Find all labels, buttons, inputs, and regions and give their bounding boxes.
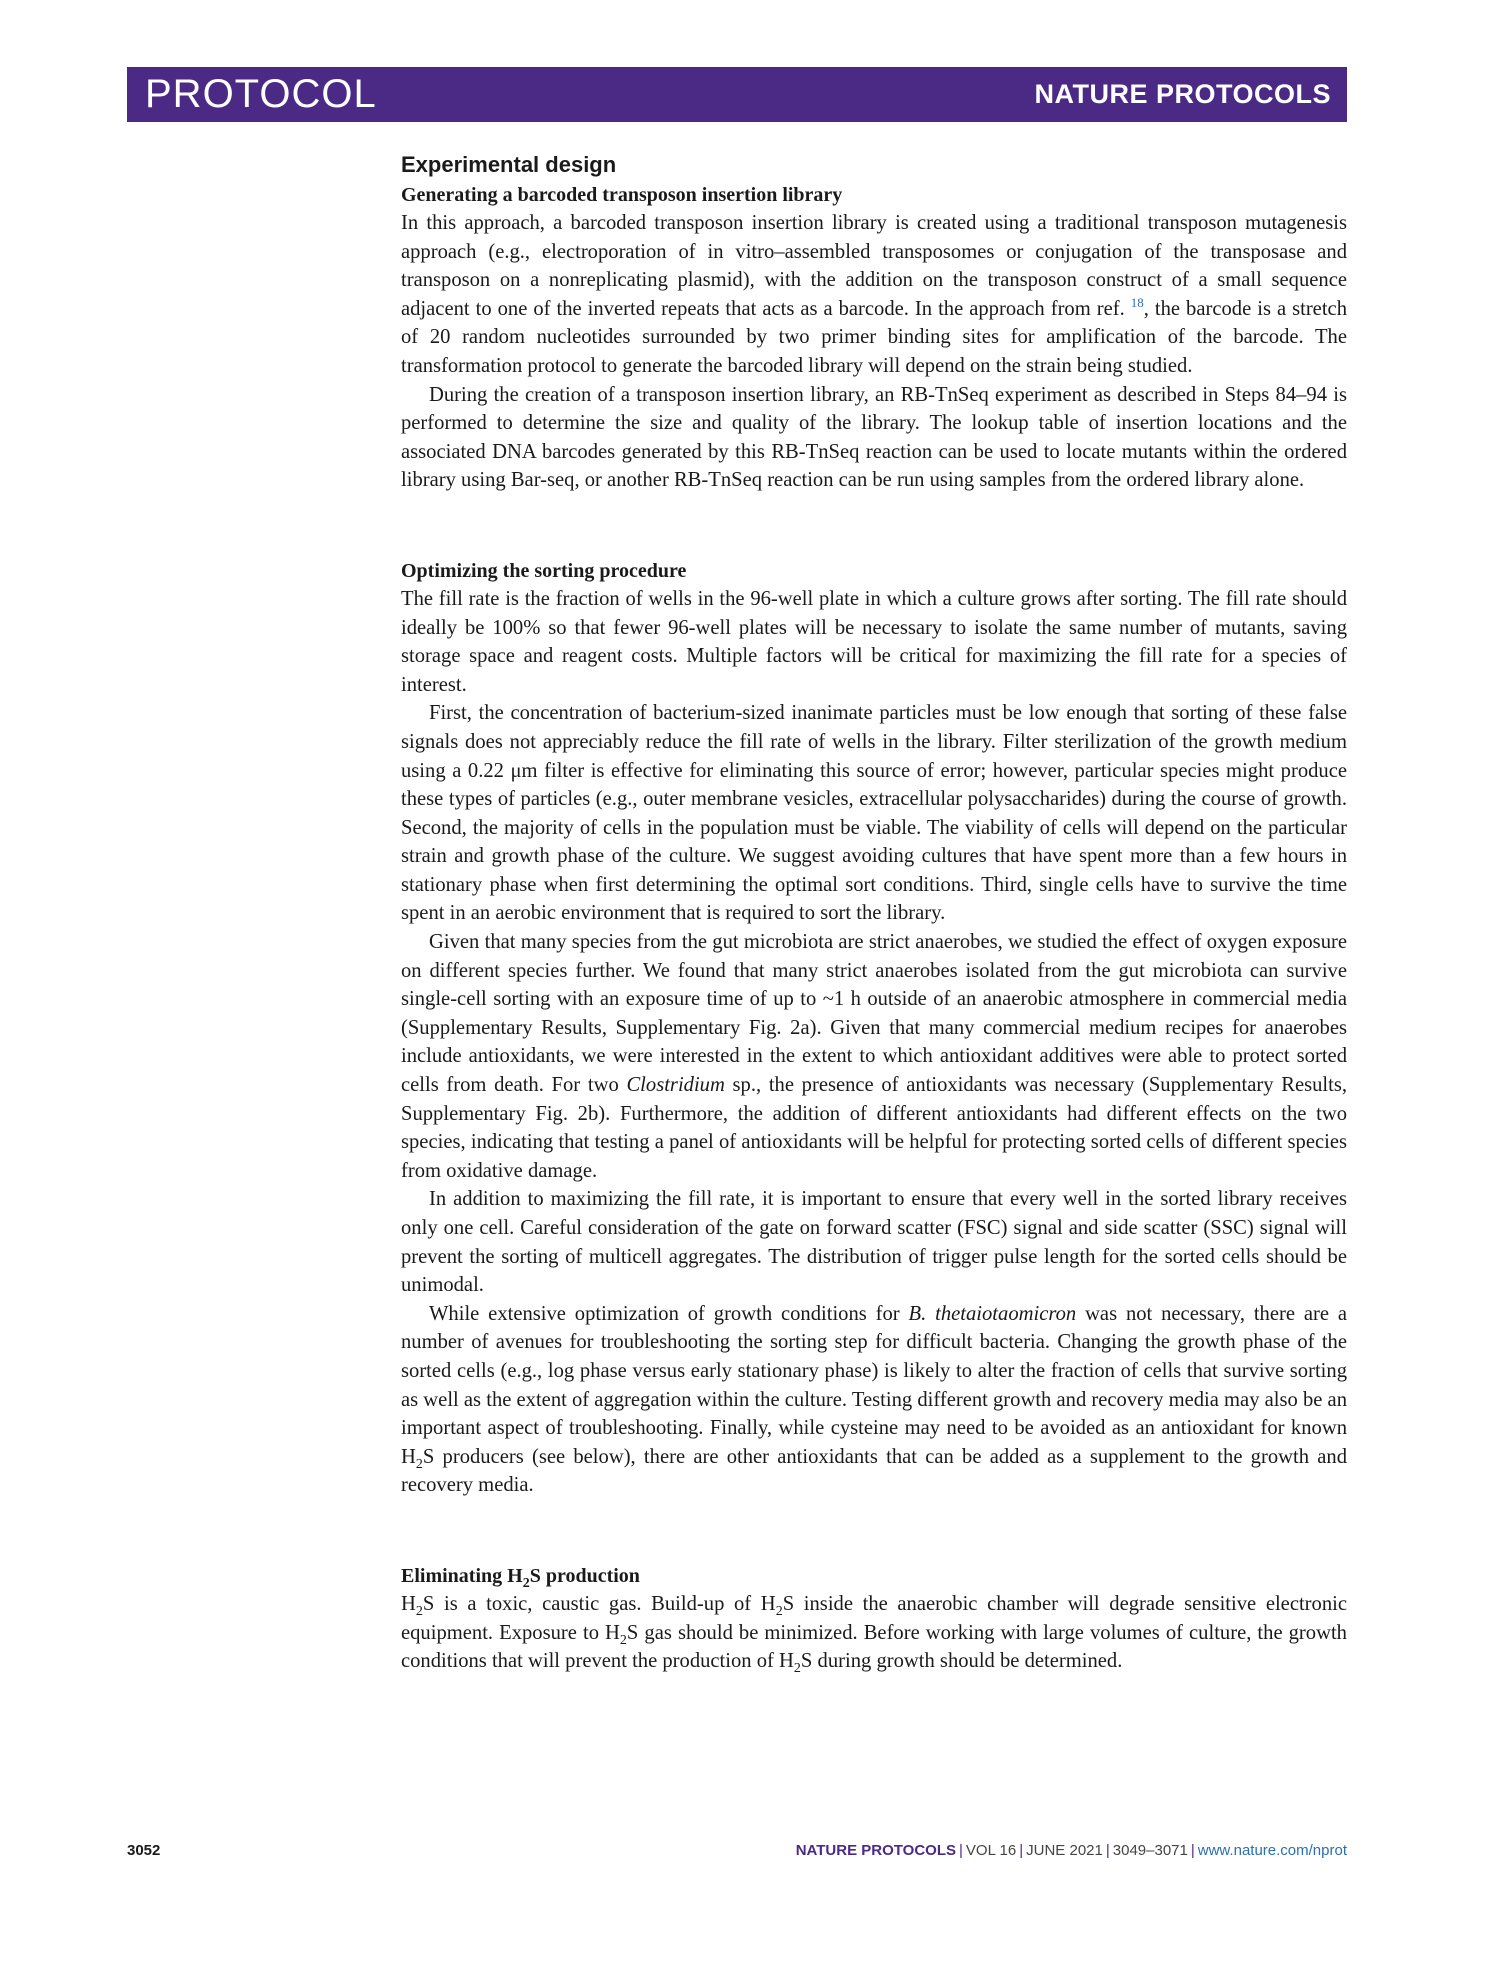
paragraph: $H_2S$ is a toxic, caustic gas. Build-up of $H_2S$ inside the anaerobic chamber will degrade sensitive electronic equipment. Exposure to $H_2S$ gas should be minimized. Before working with large volumes of culture, the growth conditions that will prevent the production of $H_2S$ during growth should be determined. — [401, 1592, 1347, 1677]
header-section-label: PROTOCOL — [145, 72, 377, 116]
subheading-barcoded-library: Generating a barcoded transposon insertion library — [401, 184, 843, 206]
footer-citation: NATURE PROTOCOLS | VOL 16 | JUNE 2021 | 3049–3071 | www.nature.com/nprot — [795, 1842, 1347, 1859]
paragraph: During the creation of a transposon insertion library, an RB-TnSeq experiment as described in Steps 84–94 is performed to determine the size and quality of the library. The lookup table of insertion locations and the associated DNA barcodes generated by this RB-TnSeq reaction can be used to locate mutants within the ordered library using Bar-seq, or another RB-TnSeq reaction can be run using samples from the ordered library alone. — [401, 383, 1347, 492]
paragraph: In this approach, a barcoded transposon insertion library is created using a traditional transposon mutagenesis approach (e.g., electroporation of in vitro–assembled transposomes or conjugation of the transposase and transposon on a nonreplicating plasmid), with the addition on the transposon construct of a small sequence adjacent to one of the inverted repeats that acts as a barcode. In the approach from ref. $^{18}$, the barcode is a stretch of 20 random nucleotides surrounded by two primer binding sites for amplification of the barcode. The transformation protocol to generate the barcoded library will depend on the strain being studied. — [401, 212, 1347, 377]
footer-journal: NATURE PROTOCOLS — [795, 1842, 957, 1859]
paragraph: First, the concentration of bacterium-sized inanimate particles must be low enough that sorting of these false signals does not appreciably reduce the fill rate of wells in the library. Filter sterilization of the growth medium using a 0.22 μm filter is effective for eliminating this source of error; however, particular species might produce these types of particles (e.g., outer membrane vesicles, extracellular polysaccharides) during the course of growth. Second, the majority of cells in the population must be viable. The viability of cells will depend on the particular strain and growth phase of the culture. We suggest avoiding cultures that have spent more than a few hours in stationary phase when first determining the optimal sort conditions. Third, single cells have to survive the time spent in an aerobic environment that is required to sort the library. — [401, 702, 1347, 925]
header-journal-name: NATURE PROTOCOLS — [1034, 79, 1331, 109]
reference-link[interactable]: 18 — [1130, 294, 1144, 310]
footer-date: JUNE 2021 — [1026, 1842, 1103, 1859]
footer-url-link[interactable]: www.nature.com/nprot — [1197, 1842, 1347, 1859]
paragraph: In addition to maximizing the fill rate, it is important to ensure that every well in the sorted library receives only one cell. Careful consideration of the gate on forward scatter (FSC) signal and side scatter (SSC) signal will prevent the sorting of multicell aggregates. The distribution of trigger pulse length for the sorted cells should be unimodal. — [401, 1188, 1347, 1297]
subheading-sorting: Optimizing the sorting procedure — [401, 559, 687, 582]
header-bar — [127, 67, 1347, 122]
page-number: 3052 — [127, 1842, 161, 1859]
article-body — [401, 152, 1347, 1676]
subheading-h2s: Eliminating $H_2S$ production — [401, 1564, 640, 1591]
paragraph: While extensive optimization of growth conditions for B. thetaiotaomicron was not necessary, there are a number of avenues for troubleshooting the sorting step for difficult bacteria. Changing the growth phase of the sorted cells (e.g., log phase versus early stationary phase) is likely to alter the fraction of cells that survive sorting as well as the extent of aggregation within the culture. Testing different growth and recovery media may also be an important aspect of troubleshooting. Finally, while cysteine may need to be avoided as an antioxidant for known $H_2S$ producers (see below), there are other antioxidants that can be added as a supplement to the growth and recovery media. — [401, 1302, 1347, 1497]
footer-pages: 3049–3071 — [1112, 1842, 1188, 1859]
paragraph: The fill rate is the fraction of wells in the 96-well plate in which a culture grows after sorting. The fill rate should ideally be 100% so that fewer 96-well plates will be necessary to isolate the same number of mutants, saving storage space and reagent costs. Multiple factors will be critical for maximizing the fill rate for a species of interest. — [401, 587, 1347, 696]
section-title: Experimental design — [401, 152, 617, 177]
footer-volume: VOL 16 — [965, 1842, 1017, 1859]
paragraph: Given that many species from the gut microbiota are strict anaerobes, we studied the effect of oxygen exposure on different species further. We found that many strict anaerobes isolated from the gut microbiota can survive single-cell sorting with an exposure time of up to ~1 h outside of an anaerobic atmosphere in commercial media (Supplementary Results, Supplementary Fig. 2a). Given that many commercial medium recipes for anaerobes include antioxidants, we were interested in the extent to which antioxidant additives were able to protect sorted cells from death. For two Clostridium sp., the presence of antioxidants was necessary (Supplementary Results, Supplementary Fig. 2b). Furthermore, the addition of different antioxidants had different effects on the two species, indicating that testing a panel of antioxidants will be helpful for protecting sorted cells of different species from oxidative damage. — [401, 931, 1348, 1182]
